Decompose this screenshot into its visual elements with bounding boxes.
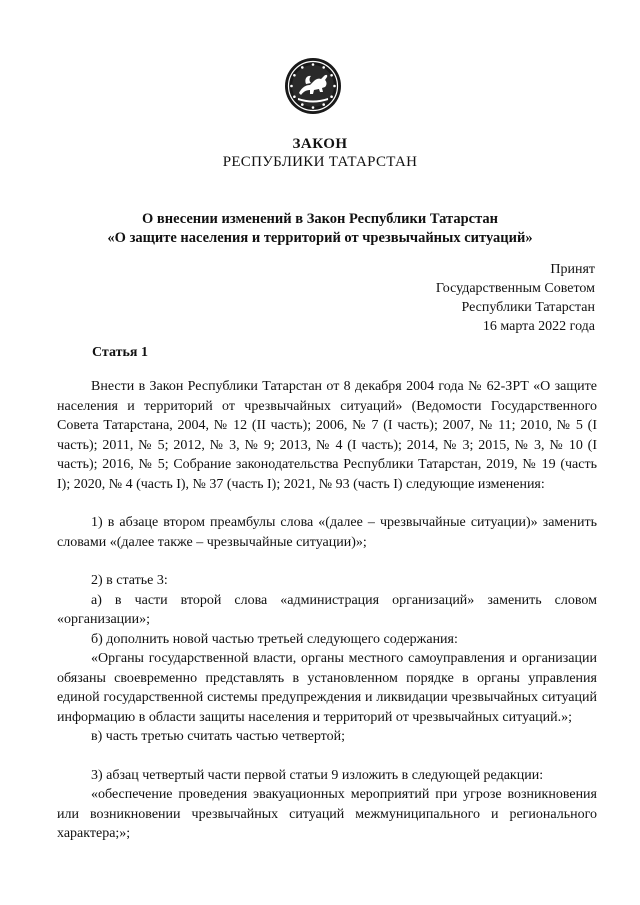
article-item-2a: а) в части второй слова «администрация организаций» заменить словом «организации»; (57, 592, 597, 627)
adoption-block (436, 260, 595, 336)
article-item-2c: в) часть третью считать частью четвертой; (91, 729, 345, 744)
document-title-line1: О внесении изменений в Закон Республики Татарстан (142, 211, 498, 227)
document-title-line2: «О защите населения и территорий от чрезвычайных ситуаций» (107, 230, 533, 246)
law-label: ЗАКОН (292, 136, 348, 152)
tatarstan-coat-of-arms-icon (284, 57, 342, 115)
article-intro: Внести в Закон Республики Татарстан от 8 декабря 2004 года № 62-ЗРТ «О защите населения и территорий от чрезвычайных ситуаций» (Ведомости Государственного Совета Татарстана, 2004, № 12 (II часть); 2006, № 7 (I часть); 2007, № 11; 2010, № 5 (I часть); 2011, № 5; 2012, № 3, № 9; 2013, № 4 (I часть); 2014, № 3; 2015, № 3, № 10 (I часть); 2016, № 5; Собрание законодательства Республики Татарстан, 2019, № 19 (часть I); 2020, № 4 (часть I), № 37 (часть I); 2021, № 93 (часть I) следующие изменения: (57, 379, 597, 492)
article-heading: Статья 1 (92, 345, 148, 360)
adopted-line2: Государственным Советом (435, 281, 595, 296)
article-item-2: 2) в статье 3: (91, 573, 168, 588)
adoption-date: 16 марта 2022 года (482, 319, 595, 334)
article-item-3: 3) абзац четвертый части первой статьи 9 изложить в следующей редакции: (91, 767, 544, 783)
article-body (57, 377, 597, 844)
document-title (0, 210, 640, 248)
republic-label: РЕСПУБЛИКИ ТАТАРСТАН (222, 154, 418, 170)
article-item-2b: б) дополнить новой частью третьей следующего содержания: (91, 631, 458, 647)
article-item-3-quote: «обеспечение проведения эвакуационных мероприятий при угрозе возникновения или возникновении чрезвычайных ситуаций межмуниципального и регионального характера;»; (57, 787, 597, 841)
adopted-line3: Республики Татарстан (461, 300, 595, 315)
article-item-1: 1) в абзаце втором преамбулы слова «(далее – чрезвычайные ситуации)» заменить словами «(далее также – чрезвычайные ситуации)»; (57, 515, 597, 550)
article-item-2b-quote: «Органы государственной власти, органы местного самоуправления и организации обязаны своевременно представлять в установленном порядке в органы управления единой государственной системы предупреждения и ликвидации чрезвычайных ситуаций информацию в области защиты населения и территорий от чрезвычайных ситуаций.»; (57, 651, 597, 725)
adopted-line1: Принят (550, 262, 595, 277)
